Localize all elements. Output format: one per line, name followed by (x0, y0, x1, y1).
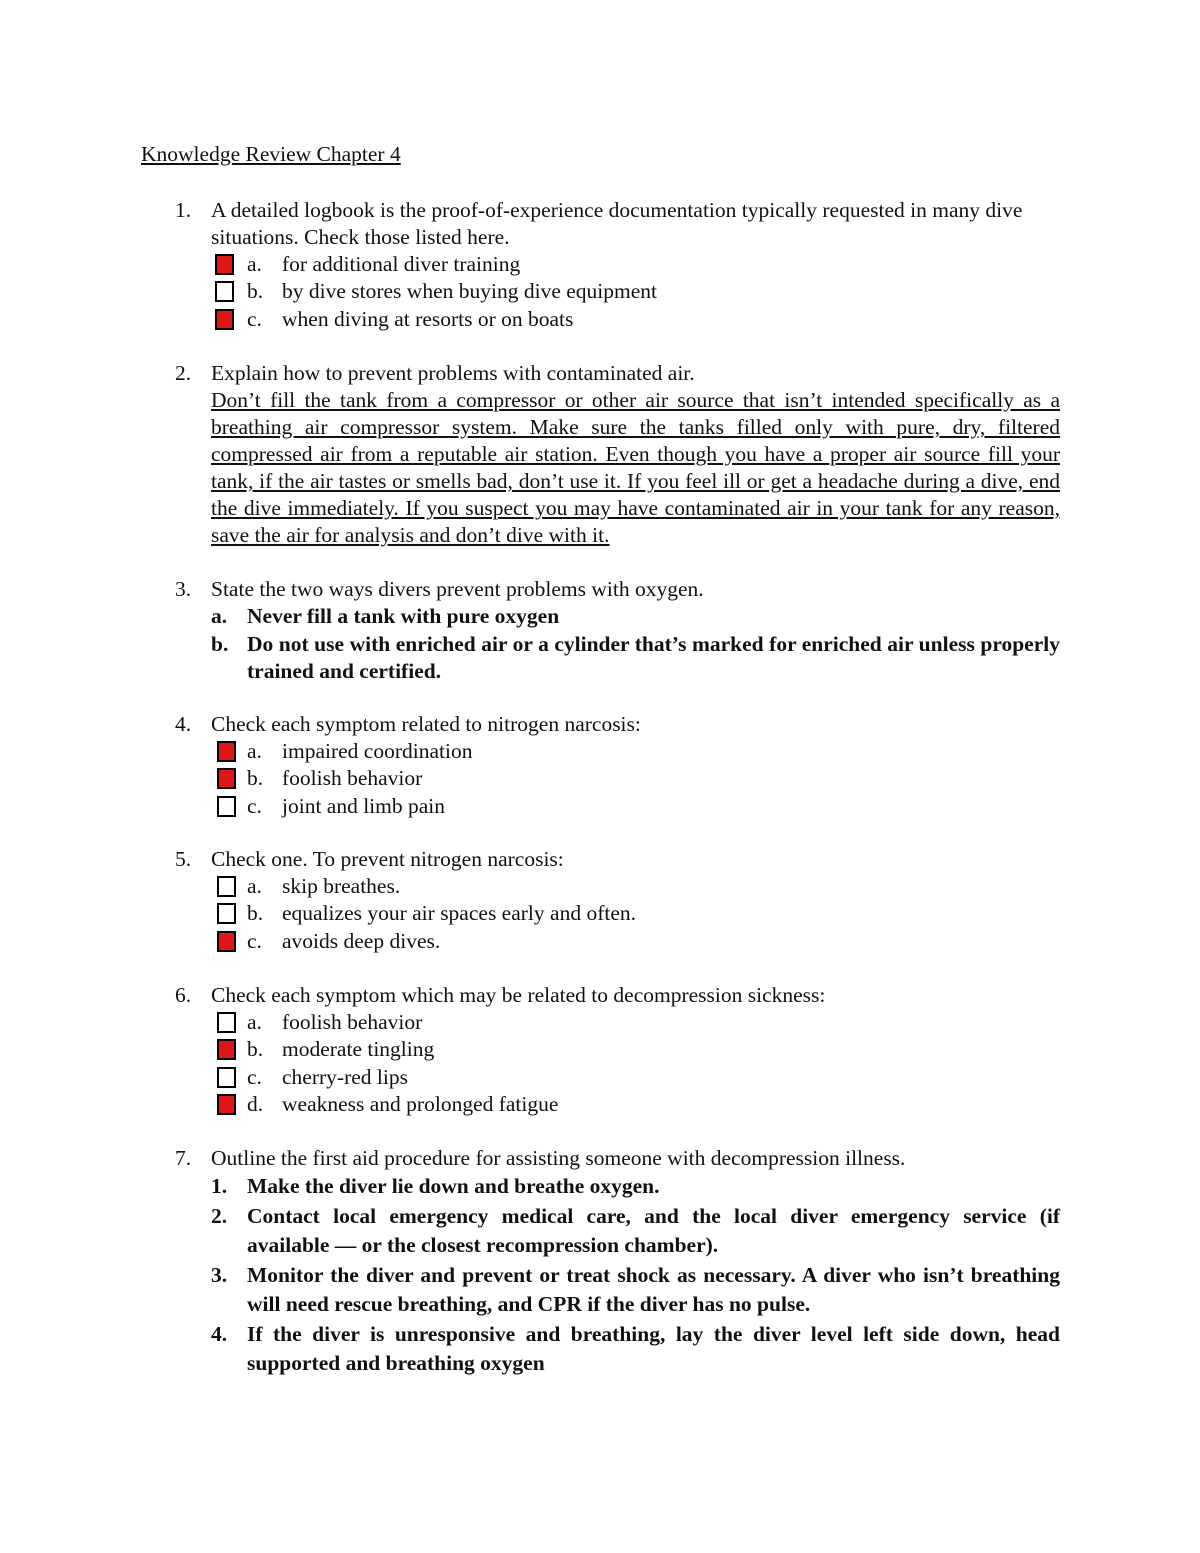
question-7 (175, 1145, 1060, 1379)
answer-text: Never fill a tank with pure oxygen (247, 604, 560, 628)
option-text: foolish behavior (282, 1010, 423, 1034)
step-number: 4. (211, 1321, 228, 1346)
checkbox[interactable] (217, 741, 236, 762)
option-row (175, 765, 1060, 792)
option-row (175, 251, 1060, 278)
option-label: a. (247, 739, 262, 763)
option-label: b. (247, 901, 264, 926)
question-number: 4. (175, 712, 192, 736)
checkbox[interactable] (217, 931, 236, 952)
option-row (175, 1009, 1060, 1036)
option-row (175, 738, 1060, 765)
option-label: d. (247, 1091, 264, 1116)
option-row (175, 306, 1060, 333)
option-label: c. (247, 306, 262, 331)
question-6 (175, 982, 1060, 1118)
option-row (175, 278, 1060, 305)
answer-item (175, 603, 1060, 631)
step-text: Monitor the diver and prevent or treat shock as necessary. A diver who isn’t breathing will need rescue breathing, and CPR if the diver has no pulse. (247, 1262, 1060, 1316)
question-4 (175, 711, 1060, 820)
option-row (175, 793, 1060, 820)
checkbox[interactable] (217, 903, 236, 924)
question-number: 5. (175, 847, 192, 871)
question-5 (175, 846, 1060, 955)
step-number: 2. (211, 1203, 228, 1228)
option-text: for additional diver training (282, 252, 521, 276)
option-label: c. (247, 1064, 262, 1089)
step-item (175, 1261, 1060, 1320)
question-text: Check each symptom related to nitrogen narcosis: (211, 712, 641, 736)
question-text: Check one. To prevent nitrogen narcosis: (211, 847, 564, 871)
option-text: impaired coordination (282, 739, 473, 763)
option-text: joint and limb pain (282, 793, 446, 818)
question-number: 1. (175, 198, 192, 222)
option-text: skip breathes. (282, 874, 401, 898)
page-title: Knowledge Review Chapter 4 (141, 142, 401, 166)
checkbox[interactable] (217, 768, 236, 789)
option-text: cherry-red lips (282, 1064, 408, 1089)
checkbox[interactable] (217, 1067, 236, 1088)
question-number: 6. (175, 983, 192, 1007)
option-label: c. (247, 793, 262, 818)
option-label: b. (247, 279, 264, 304)
step-item (175, 1320, 1060, 1379)
option-text: moderate tingling (282, 1037, 435, 1062)
step-number: 3. (211, 1262, 228, 1287)
option-text: foolish behavior (282, 766, 423, 791)
checkbox[interactable] (217, 1094, 236, 1115)
option-label: c. (247, 928, 262, 953)
answer-item (175, 631, 1060, 686)
answer-label: a. (211, 604, 228, 628)
question-number: 7. (175, 1146, 192, 1170)
option-label: a. (247, 874, 262, 898)
question-text: Check each symptom which may be related to decompression sickness: (211, 983, 826, 1007)
question-text: Explain how to prevent problems with contaminated air. (211, 361, 695, 385)
option-label: b. (247, 1037, 264, 1062)
checkbox[interactable] (217, 796, 236, 817)
question-text: Outline the first aid procedure for assisting someone with decompression illness. (211, 1146, 906, 1170)
question-number: 2. (175, 361, 192, 385)
question-text: A detailed logbook is the proof-of-experience documentation typically requested in many dive situations. Check those listed here. (211, 198, 1023, 249)
option-label: a. (247, 252, 262, 276)
option-text: weakness and prolonged fatigue (282, 1091, 559, 1116)
step-text: If the diver is unresponsive and breathing, lay the diver level left side down, head supported and breathing oxygen (247, 1321, 1060, 1375)
option-row (175, 928, 1060, 955)
question-text: State the two ways divers prevent problems with oxygen. (211, 577, 704, 601)
question-1 (175, 197, 1060, 333)
option-label: a. (247, 1010, 262, 1034)
step-item (175, 1172, 1060, 1202)
answer-text: Do not use with enriched air or a cylinder that’s marked for enriched air unless properly trained and certified. (247, 631, 1060, 683)
option-row (175, 1036, 1060, 1063)
answer-label: b. (211, 631, 229, 656)
question-number: 3. (175, 577, 192, 601)
step-text: Contact local emergency medical care, and the local diver emergency service (if available — or the closest recompression chamber). (247, 1203, 1060, 1257)
option-row (175, 1091, 1060, 1118)
option-text: when diving at resorts or on boats (282, 306, 574, 331)
option-row (175, 1064, 1060, 1091)
answer-text: Don’t fill the tank from a compressor or other air source that isn’t intended specifically as a breathing air compressor system. Make sure the tanks filled only with pure, dry, filtered compressed air from a reputable air station. Even though you have a proper air source fill your tank, if the air tastes or smells bad, don’t use it. If you feel ill or get a headache during a dive, end the dive immediately. If you suspect you may have contaminated air in your tank for any reason, save the air for analysis and don’t dive with it. (211, 388, 1060, 547)
option-label: b. (247, 766, 264, 791)
option-text: equalizes your air spaces early and often. (282, 901, 636, 926)
checkbox[interactable] (217, 876, 236, 897)
question-2 (175, 360, 1060, 549)
checkbox[interactable] (215, 254, 234, 275)
option-row (175, 873, 1060, 900)
step-item (175, 1202, 1060, 1261)
option-text: avoids deep dives. (282, 928, 441, 953)
checkbox[interactable] (217, 1039, 236, 1060)
step-text: Make the diver lie down and breathe oxygen. (247, 1174, 660, 1198)
question-3 (175, 576, 1060, 686)
checkbox[interactable] (215, 281, 234, 302)
checkbox[interactable] (215, 309, 234, 330)
step-number: 1. (211, 1174, 228, 1198)
checkbox[interactable] (217, 1012, 236, 1033)
option-row (175, 900, 1060, 927)
option-text: by dive stores when buying dive equipment (282, 279, 657, 304)
